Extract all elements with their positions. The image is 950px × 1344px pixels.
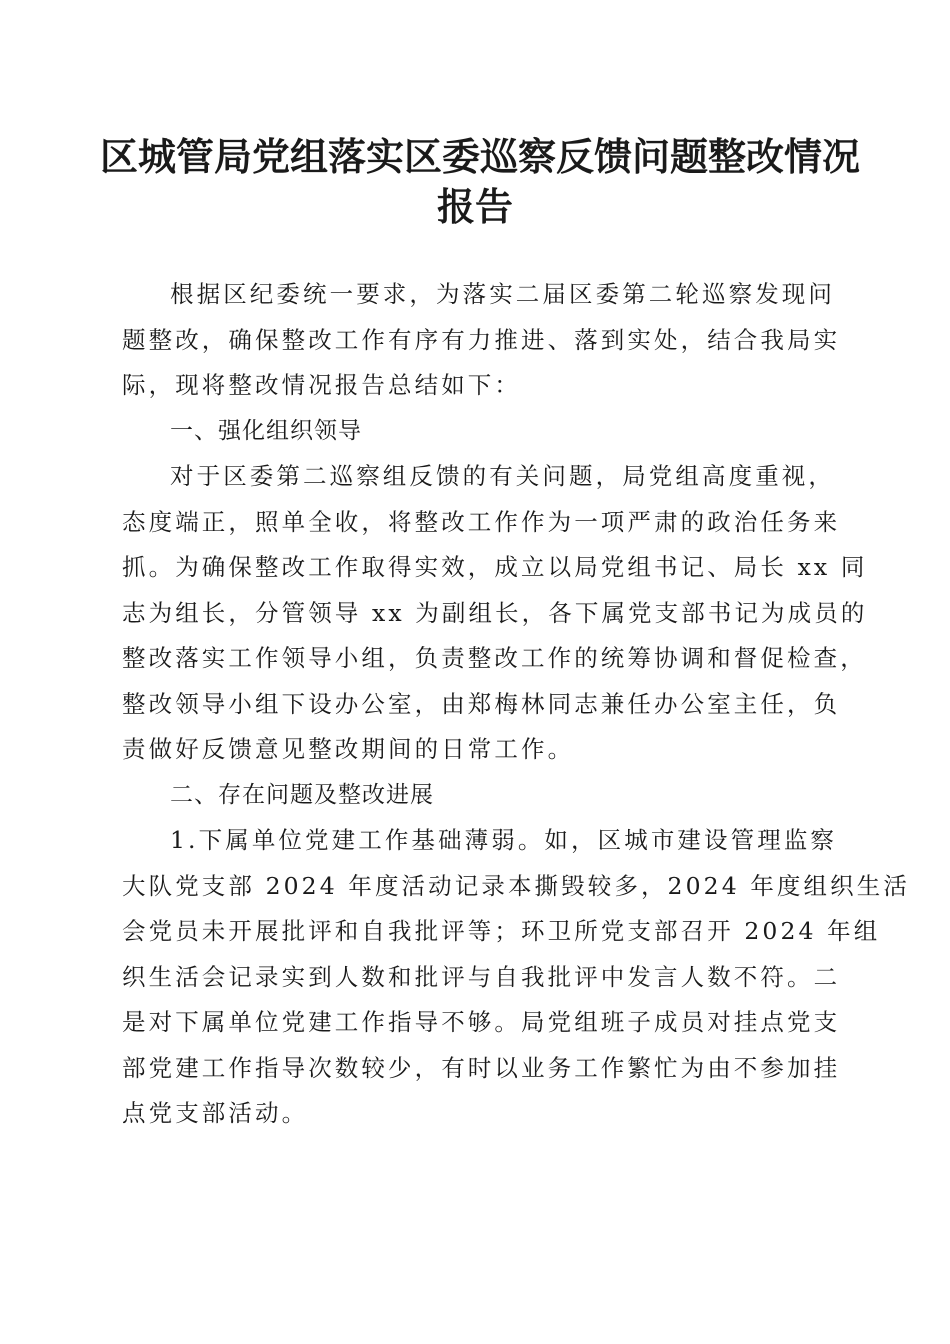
text-line: 是对下属单位党建工作指导不够。局党组班子成员对挂点党支 bbox=[122, 1008, 841, 1036]
text-line: 态度端正，照单全收，将整改工作作为一项严肃的政治任务来 bbox=[122, 507, 841, 536]
section-heading-2 bbox=[122, 773, 828, 819]
document-body bbox=[122, 272, 910, 1137]
title-line-2: 报告 bbox=[436, 184, 513, 229]
text-line: 点党支部活动。 bbox=[122, 1099, 309, 1127]
text-line: 大队党支部 2024 年度活动记录本撕毁较多，2024 年度组织生活 bbox=[122, 871, 910, 900]
text-line: 根据区纪委统一要求，为落实二届区委第二轮巡察发现问 bbox=[170, 280, 835, 308]
text-line: 整改落实工作领导小组，负责整改工作的统筹协调和督促检查， bbox=[122, 644, 867, 672]
text-line: 责做好反馈意见整改期间的日常工作。 bbox=[122, 735, 575, 763]
text-line: 抓。为确保整改工作取得实效，成立以局党组书记、局长 xx 同 bbox=[122, 553, 868, 581]
paragraph-intro bbox=[122, 272, 841, 409]
paragraph-problems bbox=[122, 818, 910, 1137]
text-line: 题整改，确保整改工作有序有力推进、落到实处，结合我局实 bbox=[122, 325, 841, 354]
text-line: 织生活会记录实到人数和批评与自我批评中发言人数不符。二 bbox=[122, 962, 841, 991]
text-line: 1.下属单位党建工作基础薄弱。如，区城市建设管理监察 bbox=[170, 826, 838, 854]
document-title bbox=[100, 132, 861, 232]
paragraph-organization bbox=[122, 454, 868, 773]
heading-text: 一、强化组织领导 bbox=[170, 417, 362, 444]
text-line: 会党员未开展批评和自我批评等；环卫所党支部召开 2024 年组 bbox=[122, 917, 881, 945]
title-line-1: 区城管局党组落实区委巡察反馈问题整改情况 bbox=[100, 134, 861, 179]
text-line: 对于区委第二巡察组反馈的有关问题，局党组高度重视， bbox=[170, 462, 835, 490]
heading-text: 二、存在问题及整改进展 bbox=[170, 781, 434, 808]
text-line: 整改领导小组下设办公室，由郑梅林同志兼任办公室主任，负 bbox=[122, 689, 841, 718]
text-line: 际，现将整改情况报告总结如下： bbox=[122, 371, 521, 399]
text-line: 部党建工作指导次数较少，有时以业务工作繁忙为由不参加挂 bbox=[122, 1053, 841, 1082]
text-line: 志为组长，分管领导 xx 为副组长，各下属党支部书记为成员的 bbox=[122, 598, 868, 627]
section-heading-1 bbox=[122, 409, 828, 455]
